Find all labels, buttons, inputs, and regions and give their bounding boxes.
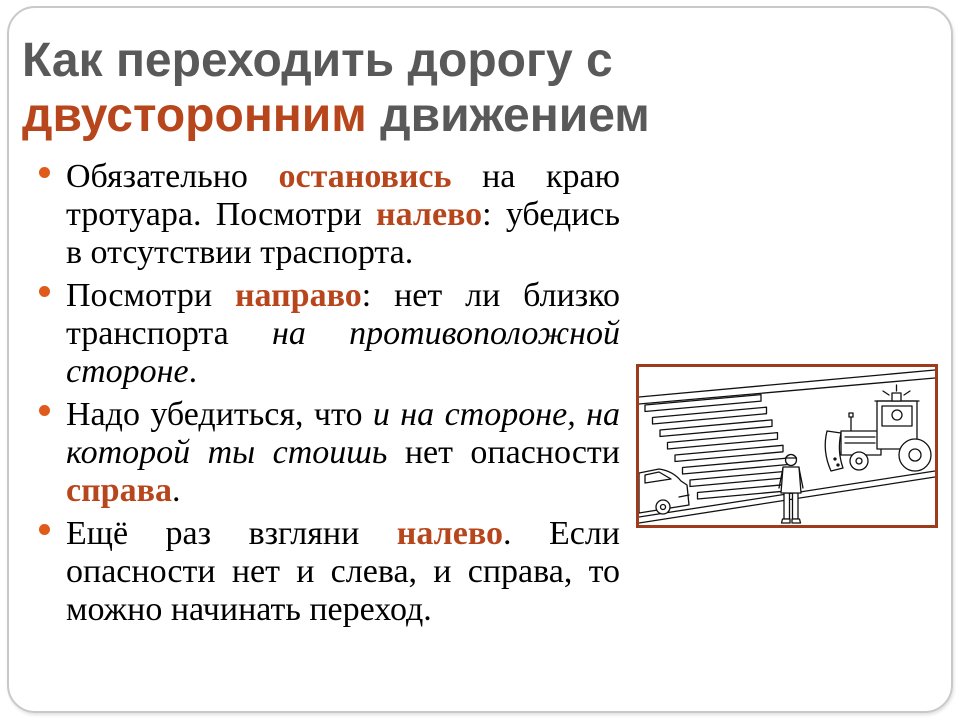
bullet-list <box>66 158 620 634</box>
title-accent-word: двусторонним <box>22 89 367 142</box>
beacon-light-icon <box>892 393 901 401</box>
highlighted-word: справа <box>66 472 172 509</box>
bullet-marker <box>39 405 50 416</box>
title-line-2-rest: движением <box>380 89 650 142</box>
bullet-item-2 <box>66 277 620 391</box>
zebra-stripe <box>675 445 783 461</box>
tractor-blade <box>825 431 843 471</box>
bullet-text: Обязательно <box>66 158 279 195</box>
tractor-exhaust-cap <box>849 413 853 417</box>
bullet-text: : нет ли близко транспорта <box>66 277 621 352</box>
zebra-stripe <box>683 458 789 474</box>
bullet-text: . <box>188 353 198 390</box>
bullet-text: Надо убедиться, что <box>66 396 373 433</box>
bullet-text: : убедись в отсутствии траспорта. <box>66 196 620 271</box>
bullet-item-4 <box>66 515 620 629</box>
beacon-ray <box>883 391 889 395</box>
bullet-item-1 <box>66 158 620 272</box>
far-curb-line <box>639 378 935 404</box>
pedestrian-foot <box>782 519 791 523</box>
debris-dot <box>837 464 839 466</box>
zebra-stripe <box>668 433 778 449</box>
italic-phrase: и на стороне, на которой ты стоишь <box>66 396 620 471</box>
bullet-marker <box>39 524 50 535</box>
pedestrian-leg <box>793 493 799 519</box>
bullet-item-3 <box>66 396 620 510</box>
bullet-text: Ещё раз взгляни <box>66 515 397 552</box>
title-line-2 <box>22 88 922 143</box>
road-drawing <box>639 367 935 525</box>
bullet-marker <box>39 286 50 297</box>
highlighted-word: налево <box>375 196 483 233</box>
pedestrian-crossing-illustration <box>636 364 938 528</box>
highlighted-word: налево <box>396 515 503 552</box>
beacon-ray <box>904 391 910 395</box>
car-icon <box>639 469 689 514</box>
bullet-text: Посмотри <box>66 277 235 314</box>
highlighted-word: остановись <box>278 158 452 195</box>
debris-dot <box>834 458 836 460</box>
bullet-text: на краю тротуара. Посмотри <box>66 158 621 233</box>
bullet-text: нет опасности <box>387 434 620 471</box>
pedestrian-torso <box>781 467 801 493</box>
pedestrian-foot <box>792 519 801 523</box>
title-line-1: Как переходить дорогу с <box>22 34 613 87</box>
pedestrian-cap <box>786 455 797 459</box>
slide-title <box>22 33 922 143</box>
far-curb-line <box>639 370 935 397</box>
far-sidewalk-edge <box>639 370 935 404</box>
italic-phrase: на противоположной стороне <box>66 315 620 390</box>
bullet-marker <box>39 167 50 178</box>
bullet-text: . Если опасности нет и слева, и справа, то можно начинать переход. <box>66 515 620 628</box>
tractor-driver-head <box>892 410 902 420</box>
pedestrian-leg <box>784 493 790 519</box>
bullet-text: . <box>171 472 181 509</box>
highlighted-word: направо <box>234 277 362 314</box>
car-wheel <box>656 500 670 514</box>
tractor-icon <box>825 385 931 471</box>
tractor-front-hub <box>856 458 862 464</box>
zebra-stripe <box>690 471 794 487</box>
tractor-rear-hub <box>909 449 921 461</box>
